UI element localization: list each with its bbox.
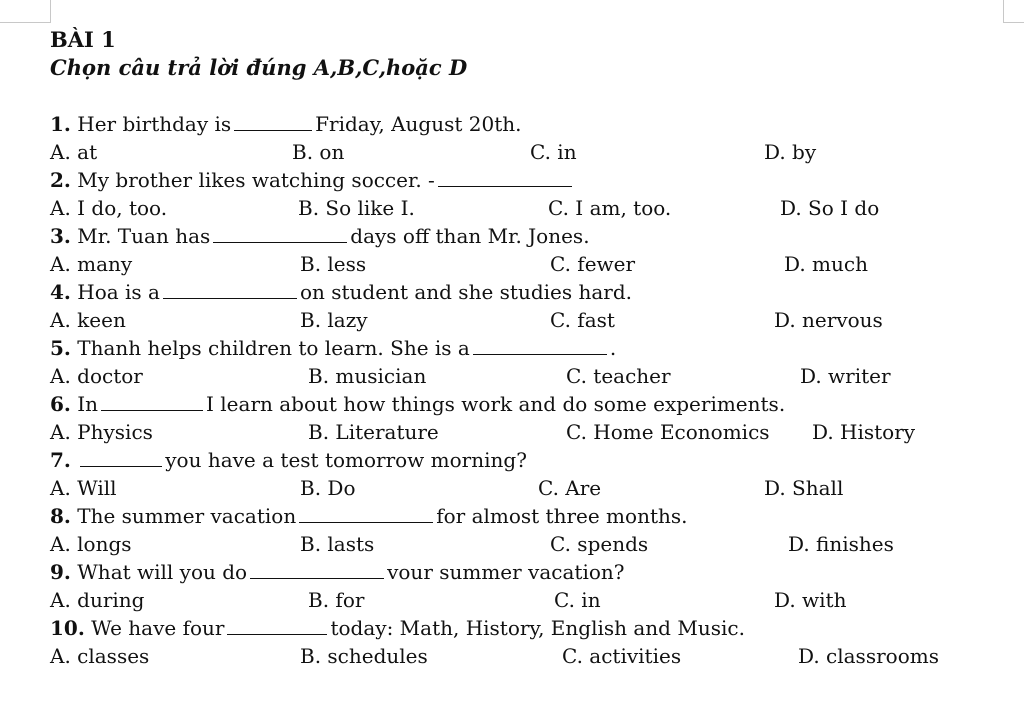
question-text-before: We have four (91, 616, 225, 640)
option-a: A. during (50, 588, 145, 612)
option-a: A. doctor (50, 364, 143, 388)
question-5 (50, 334, 990, 362)
question-number: 8. (50, 504, 71, 528)
option-b: B. schedules (300, 644, 428, 668)
question-1 (50, 110, 990, 138)
option-c: C. in (554, 588, 601, 612)
question-3 (50, 222, 990, 250)
option-b: B. less (300, 252, 367, 276)
question-10 (50, 614, 990, 642)
question-4 (50, 278, 990, 306)
exercise-instruction: Chọn câu trả lời đúng A,B,C,hoặc D (50, 55, 468, 80)
option-c: C. in (530, 140, 577, 164)
option-c: C. Home Economics (566, 420, 770, 444)
option-d: D. So I do (780, 196, 880, 220)
option-b: B. Do (300, 476, 356, 500)
question-9 (50, 558, 990, 586)
question-text-after: days off than Mr. Jones. (350, 224, 590, 248)
option-c: C. teacher (566, 364, 671, 388)
question-text-after: Friday, August 20th. (315, 112, 522, 136)
question-text-before: My brother likes watching soccer. - (77, 168, 435, 192)
option-d: D. with (774, 588, 847, 612)
question-number: 3. (50, 224, 71, 248)
option-a: A. classes (50, 644, 150, 668)
option-c: C. I am, too. (548, 196, 672, 220)
exercise-title: BÀI 1 (50, 27, 116, 52)
question-6 (50, 390, 990, 418)
question-text-before: Mr. Tuan has (77, 224, 211, 248)
answer-blank (250, 560, 384, 579)
answer-blank (213, 224, 347, 243)
question-text-after: for almost three months. (436, 504, 688, 528)
question-text-after: . (609, 336, 617, 360)
question-number: 4. (50, 280, 71, 304)
question-text-after: I learn about how things work and do some experiments. (206, 392, 786, 416)
option-b: B. musician (308, 364, 427, 388)
option-d: D. by (764, 140, 817, 164)
question-text-before: In (77, 392, 99, 416)
option-b: B. for (308, 588, 365, 612)
option-a: A. keen (50, 308, 126, 332)
option-c: C. fewer (550, 252, 636, 276)
question-number: 9. (50, 560, 71, 584)
option-b: B. lazy (300, 308, 368, 332)
question-text-before: Thanh helps children to learn. She is a (77, 336, 470, 360)
document-page (50, 26, 990, 670)
question-number: 7. (50, 448, 71, 472)
question-number: 6. (50, 392, 71, 416)
option-a: A. many (50, 252, 133, 276)
option-b: B. So like I. (298, 196, 415, 220)
options-3 (50, 250, 990, 278)
option-a: A. at (50, 140, 98, 164)
options-5 (50, 362, 990, 390)
option-d: D. History (812, 420, 916, 444)
question-text-before: Her birthday is (77, 112, 232, 136)
option-a: A. I do, too. (50, 196, 168, 220)
answer-blank (473, 336, 607, 355)
options-1 (50, 138, 990, 166)
option-c: C. spends (550, 532, 649, 556)
option-d: D. classrooms (798, 644, 939, 668)
option-a: A. Will (50, 476, 117, 500)
option-b: B. lasts (300, 532, 375, 556)
question-text-after: vour summer vacation? (387, 560, 625, 584)
options-8 (50, 530, 990, 558)
option-b: B. Literature (308, 420, 439, 444)
answer-blank (438, 168, 572, 187)
question-number: 5. (50, 336, 71, 360)
option-d: D. writer (800, 364, 891, 388)
question-text-before: The summer vacation (77, 504, 297, 528)
option-c: C. activities (562, 644, 682, 668)
option-a: A. longs (50, 532, 132, 556)
options-2 (50, 194, 990, 222)
question-text-after: you have a test tomorrow morning? (165, 448, 527, 472)
page-corner-marker-right (1003, 0, 1024, 23)
answer-blank (227, 616, 327, 635)
option-d: D. nervous (774, 308, 883, 332)
question-text-before: Hoa is a (77, 280, 160, 304)
question-text-after: today: Math, History, English and Music. (330, 616, 745, 640)
question-number: 10. (50, 616, 85, 640)
options-6 (50, 418, 990, 446)
option-c: C. Are (538, 476, 602, 500)
question-8 (50, 502, 990, 530)
options-4 (50, 306, 990, 334)
option-d: D. much (784, 252, 868, 276)
answer-blank (80, 448, 162, 467)
answer-blank (163, 280, 297, 299)
option-d: D. Shall (764, 476, 844, 500)
question-number: 1. (50, 112, 71, 136)
question-2 (50, 166, 990, 194)
option-a: A. Physics (50, 420, 153, 444)
answer-blank (299, 504, 433, 523)
option-d: D. finishes (788, 532, 894, 556)
options-10 (50, 642, 990, 670)
question-7 (50, 446, 990, 474)
option-c: C. fast (550, 308, 615, 332)
page-corner-marker-left (0, 0, 51, 23)
options-9 (50, 586, 990, 614)
options-7 (50, 474, 990, 502)
question-number: 2. (50, 168, 71, 192)
answer-blank (234, 112, 312, 131)
option-b: B. on (292, 140, 345, 164)
question-text-before: What will you do (77, 560, 248, 584)
question-text-after: on student and she studies hard. (299, 280, 633, 304)
answer-blank (101, 392, 203, 411)
